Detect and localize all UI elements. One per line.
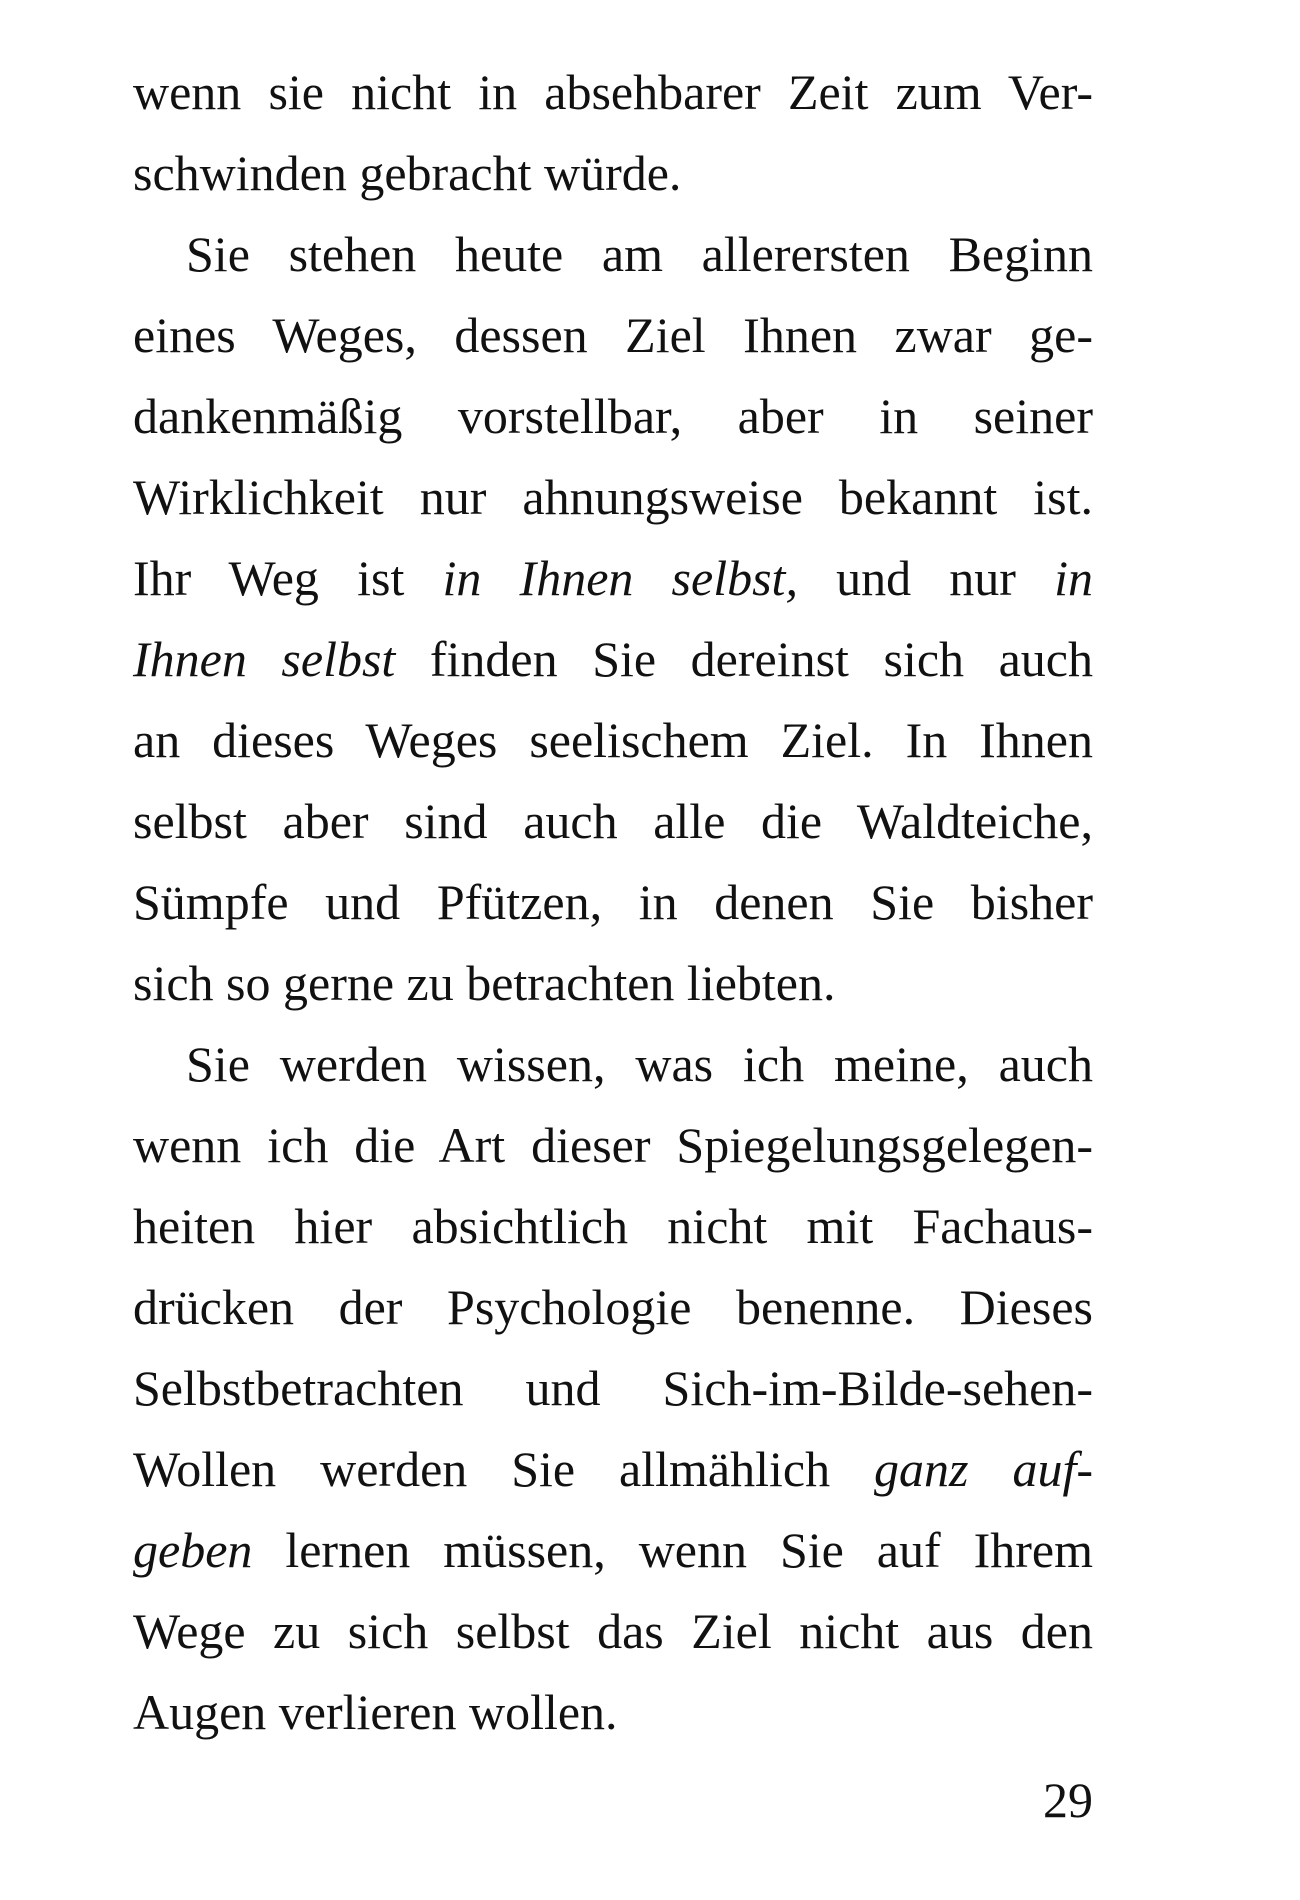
text-line xyxy=(133,52,1093,133)
text-segment: Wege zu sich selbst das Ziel nicht aus den xyxy=(133,1603,1093,1659)
text-segment: drücken der Psychologie benenne. Dieses xyxy=(133,1279,1093,1335)
text-segment: an dieses Weges seelischem Ziel. In Ihnen xyxy=(133,712,1093,768)
text-line xyxy=(133,1186,1093,1267)
text-line xyxy=(133,1591,1093,1672)
text-line xyxy=(133,862,1093,943)
text-segment: dankenmäßig vorstellbar, aber in seiner xyxy=(133,388,1093,444)
italic-emphasis: Ihnen selbst xyxy=(133,631,396,687)
paragraph-first-line xyxy=(133,1024,1093,1105)
text-segment: Sie stehen heute am allerersten Beginn xyxy=(186,226,1093,282)
italic-emphasis: in Ihnen selbst, xyxy=(442,550,798,606)
text-segment: selbst aber sind auch alle die Waldteiche, xyxy=(133,793,1093,849)
text-segment: Sümpfe und Pfützen, in denen Sie bisher xyxy=(133,874,1093,930)
paragraph-first-line xyxy=(133,214,1093,295)
text-line xyxy=(133,1429,1093,1510)
text-line xyxy=(133,1672,1093,1753)
text-line xyxy=(133,943,1093,1024)
text-line xyxy=(133,295,1093,376)
text-line xyxy=(133,700,1093,781)
text-line xyxy=(133,1510,1093,1591)
text-segment: heiten hier absichtlich nicht mit Fachaus- xyxy=(133,1198,1093,1254)
text-line xyxy=(133,619,1093,700)
text-segment: lernen müssen, wenn Sie auf Ihrem xyxy=(252,1522,1093,1578)
text-segment: Wirklichkeit nur ahnungsweise bekannt ist. xyxy=(133,469,1093,525)
text-segment: schwinden gebracht würde. xyxy=(133,145,682,201)
text-segment: wenn sie nicht in absehbarer Zeit zum Ver- xyxy=(133,64,1093,120)
italic-emphasis: ganz auf- xyxy=(874,1441,1093,1497)
text-line xyxy=(133,1267,1093,1348)
text-line xyxy=(133,781,1093,862)
text-line xyxy=(133,1105,1093,1186)
text-segment: wenn ich die Art dieser Spiegelungsgelegen- xyxy=(133,1117,1093,1173)
text-segment: sich so gerne zu betrachten liebten. xyxy=(133,955,836,1011)
text-segment: Wollen werden Sie allmählich xyxy=(133,1441,875,1497)
text-segment: Selbstbetrachten und Sich-im-Bilde-sehen- xyxy=(133,1360,1093,1416)
text-segment: finden Sie dereinst sich auch xyxy=(395,631,1093,687)
text-segment: Augen verlieren wollen. xyxy=(133,1684,618,1740)
text-line xyxy=(133,538,1093,619)
text-segment: und nur xyxy=(797,550,1055,606)
italic-emphasis: in xyxy=(1054,550,1093,606)
text-line xyxy=(133,457,1093,538)
text-segment: Ihr Weg ist xyxy=(133,550,443,606)
text-line xyxy=(133,133,1093,214)
text-segment: eines Weges, dessen Ziel Ihnen zwar ge- xyxy=(133,307,1093,363)
text-line xyxy=(133,376,1093,457)
body-text xyxy=(133,52,1093,1753)
text-segment: Sie werden wissen, was ich meine, auch xyxy=(186,1036,1093,1092)
italic-emphasis: geben xyxy=(133,1522,253,1578)
text-line xyxy=(133,1348,1093,1429)
page-number: 29 xyxy=(1043,1772,1093,1828)
